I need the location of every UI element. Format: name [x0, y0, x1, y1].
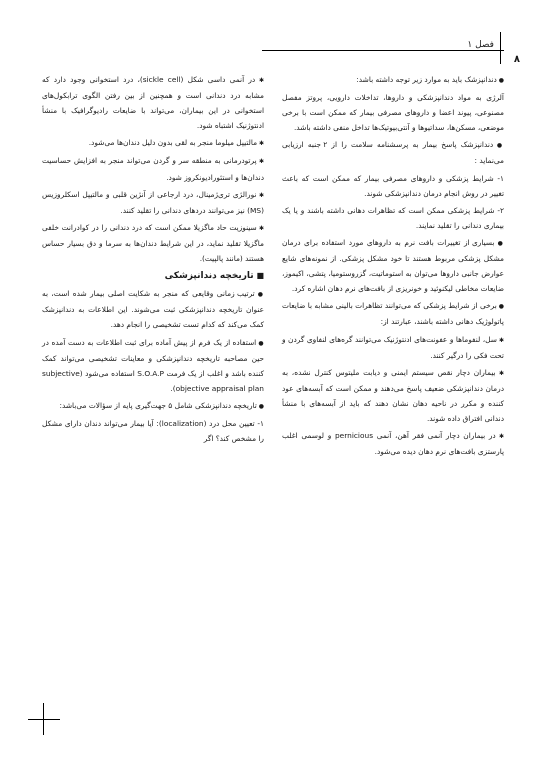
paragraph: ● تاریخچه دندانپزشکی شامل ۵ جهت‌گیری پایه از سؤالات می‌باشد:	[42, 398, 264, 414]
crop-mark-vertical	[43, 703, 44, 735]
paragraph: ✱ در بیماران دچار آنمی فقر آهن، آنمی pernicious و لوسمی اغلب پارستزی بافت‌های نرم دهان دیده می‌شود.	[282, 428, 504, 459]
section-heading: ■ تاریخچه دندانپزشکی	[42, 268, 264, 284]
paragraph: ● دندانپزشک باید به موارد زیر توجه داشته باشد:	[282, 72, 504, 88]
chapter-label: فصل ۱	[467, 40, 494, 50]
paragraph: ✱ سینوزیت حاد ماگزیلا ممکن است که درد دندانی را در کوادرانت خلفی ماگزیلا تقلید نماید، در این شرایط دندان‌ها به سرما و دق بسیار حساس هستند (مانند پالپیت).	[42, 220, 264, 266]
paragraph: ✱ در آنمی داسی شکل (sickle cell)، درد استخوانی وجود دارد که مشابه درد دندانی است و همچنین از بین رفتن الگوی ترابکول‌های استخوانی در این بیماران، می‌تواند با ضایعات رادیوگرافیک با منشأ ادنتوژنیک اشتباه شود.	[42, 72, 264, 133]
paragraph: ● استفاده از یک فرم از پیش آماده برای ثبت اطلاعات به دست آمده در حین مصاحبه تاریخچه دندانپزشکی و معاینات تشخیصی می‌تواند کمک کننده باشد و اغلب از یک فرمت S.O.A.P استفاده می‌شود (subjective objective appraisal plan).	[42, 335, 264, 396]
paragraph: ● ترتیب زمانی وقایعی که منجر به شکایت اصلی بیمار شده است، به عنوان تاریخچه دندانپزشکی ثبت می‌شوند. این اطلاعات به دندانپزشک کمک می‌کند که کدام تست تشخیصی را انجام دهد.	[42, 286, 264, 332]
paragraph: آلرژی به مواد دندانپزشکی و داروها، تداخلات دارویی، پروتز مفصل مصنوعی، پیوند اعضا و داروهای مصرفی بیمار که ممکن است با برخی موضعی، مسکن‌ها، سداتیوها و آنتی‌بیوتیک‌ها تداخل منفی داشته باشد.	[282, 93, 504, 133]
paragraph: ● دندانپزشک پاسخ بیمار به پرسشنامه سلامت را از ۲ جنبه ارزیابی می‌نماید :	[282, 137, 504, 168]
paragraph: ✱ سل، لنفوماها و عفونت‌های ادنتوژنیک می‌توانند گره‌های لنفاوی گردن و تحت فکی را درگیر کنند.	[282, 332, 504, 363]
paragraph: ● بسیاری از تغییرات بافت نرم به داروهای مورد استفاده برای درمان مشکل پزشکی مربوط هستند تا خود مشکل پزشکی. از نمونه‌های شایع عوارض جانبی داروها می‌توان به استوماتیت، گزروستومیا، پتشی، اکیموز، ضایعات مخاطی لیکنوئید و خونریزی از بافت‌های نرم دهان اشاره کرد.	[282, 235, 504, 296]
right-column	[282, 72, 504, 461]
header-rule	[262, 50, 504, 51]
header-rule-vertical	[500, 32, 501, 64]
paragraph: ۱- تعیین محل درد (localization): آیا بیمار می‌تواند دندان دارای مشکل را مشخص کند؟ اگر	[42, 418, 264, 444]
paragraph: ۱- شرایط پزشکی و داروهای مصرفی بیمار که ممکن است که باعث تغییر در روش انجام درمان دندانپزشکی شوند.	[282, 173, 504, 198]
page-number: ۸	[513, 54, 520, 65]
paragraph: ۲- شرایط پزشکی ممکن است که تظاهرات دهانی داشته باشند و یا یک بیماری دندانی را تقلید نمایند.	[282, 205, 504, 230]
paragraph: ✱ بیماران دچار نقص سیستم ایمنی و دیابت ملیتوس کنترل نشده، به درمان دندانپزشکی ضعیف پاسخ می‌دهند و ممکن است که آبسه‌های عود کننده و مکرر در ناحیه دهان نشان دهند که باید از آبسه‌های با منشأ دندانی افتراق داده شوند.	[282, 365, 504, 426]
paragraph: ✱ نورالژی تری‌ژمینال، درد ارجاعی از آنژین قلبی و مالتیپل اسکلروزیس (MS) نیز می‌توانند دردهای دندانی را تقلید کنند.	[42, 187, 264, 218]
left-column	[42, 72, 264, 448]
paragraph: ✱ مالتیپل میلوما منجر به لقی بدون دلیل دندان‌ها می‌شود.	[42, 135, 264, 151]
paragraph: ✱ پرتودرمانی به منطقه سر و گردن می‌تواند منجر به افزایش حساسیت دندان‌ها و استئورادیونکروز شود.	[42, 153, 264, 184]
paragraph: ● برخی از شرایط پزشکی که می‌توانند تظاهرات بالینی مشابه با ضایعات پاتولوژیک دهانی داشته باشند، عبارتند از:	[282, 298, 504, 329]
crop-mark-horizontal	[28, 719, 60, 720]
